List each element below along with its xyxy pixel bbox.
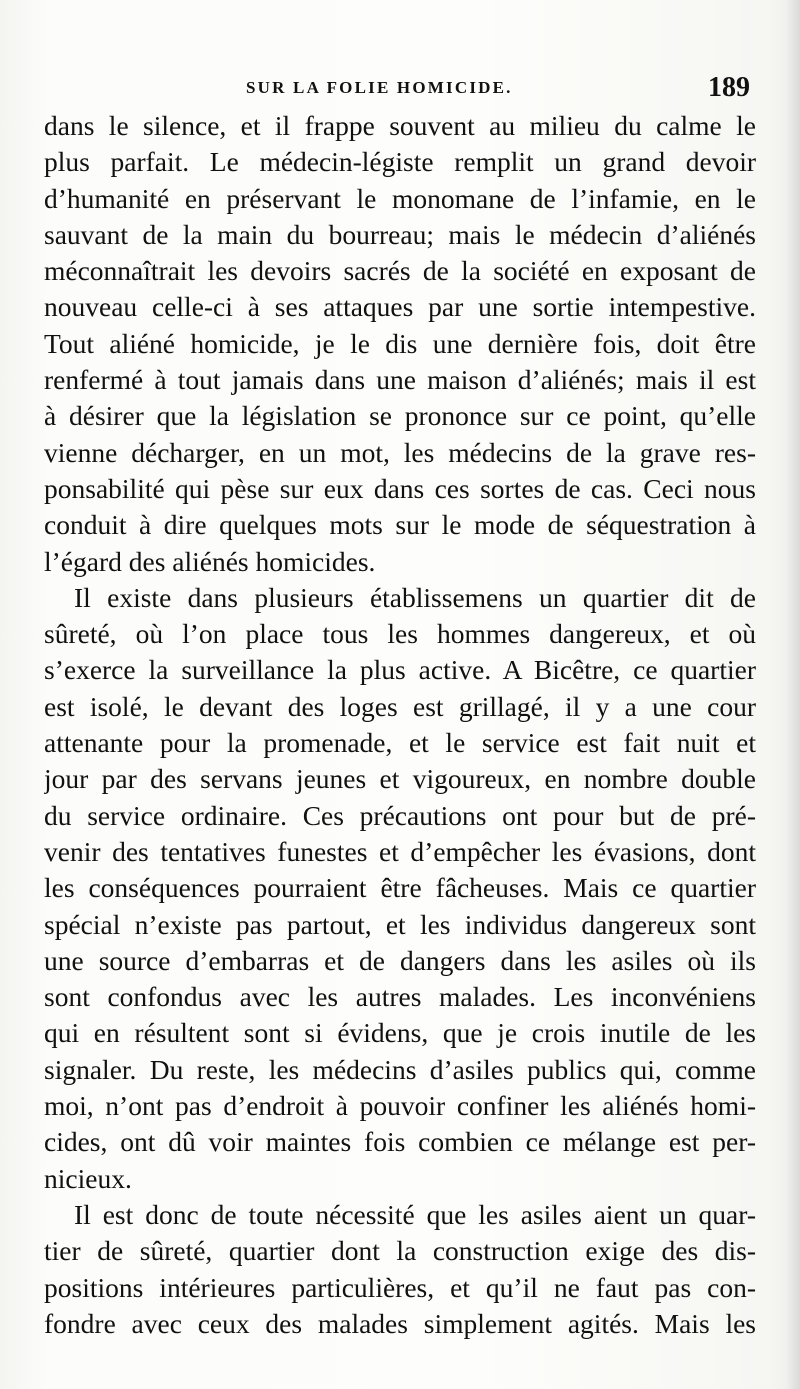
- text-line: fondre avec ceux des malades simplement agités. Mais les: [44, 1307, 756, 1339]
- running-head: [0, 72, 800, 108]
- text-line: signaler. Du reste, les médecins d’asiles publics qui, comme: [44, 1053, 756, 1085]
- text-line: positions intérieures particulières, et qu’il ne faut pas con-: [44, 1271, 756, 1303]
- text-line: venir des tentatives funestes et d’empêcher les évasions, dont: [44, 835, 756, 867]
- text-line: Il est donc de toute nécessité que les asiles aient un quar-: [74, 1198, 756, 1230]
- text-line: cides, ont dû voir maintes fois combien ce mélange est per-: [44, 1126, 756, 1158]
- text-line: dans le silence, et il frappe souvent au milieu du calme le: [44, 110, 756, 141]
- page-edge-shadow: [786, 0, 800, 1389]
- text-line: sauvant de la main du bourreau; mais le médecin d’aliénés: [44, 218, 756, 250]
- text-line: moi, n’ont pas d’endroit à pouvoir confiner les aliénés homi-: [44, 1090, 756, 1122]
- text-line: à désirer que la législation se prononce sur ce point, qu’elle: [44, 400, 756, 432]
- text-line: méconnaîtrait les devoirs sacrés de la société en exposant de: [44, 255, 756, 287]
- text-line: spécial n’existe pas partout, et les individus dangereux sont: [44, 908, 756, 940]
- text-line: d’humanité en préservant le monomane de l’infamie, en le: [44, 182, 756, 214]
- text-line: Tout aliéné homicide, je le dis une dernière fois, doit être: [44, 327, 756, 359]
- text-line: du service ordinaire. Ces précautions ont pour but de pré-: [44, 799, 756, 831]
- text-line: qui en résultent sont si évidens, que je crois inutile de les: [44, 1017, 756, 1049]
- text-line: plus parfait. Le médecin-légiste remplit un grand devoir: [44, 146, 756, 178]
- text-line: sont confondus avec les autres malades. Les inconvéniens: [44, 981, 756, 1013]
- text-line: l’égard des aliénés homicides.: [44, 545, 376, 577]
- text-line: Il existe dans plusieurs établissemens un quartier dit de: [74, 581, 756, 613]
- text-line: nicieux.: [44, 1162, 132, 1194]
- text-line: les conséquences pourraient être fâcheuses. Mais ce quartier: [44, 872, 756, 904]
- text-line: sûreté, où l’on place tous les hommes dangereux, et où: [44, 618, 756, 650]
- text-line: nouveau celle-ci à ses attaques par une sortie intempestive.: [44, 291, 756, 323]
- body-text: [44, 108, 756, 1342]
- text-line: est isolé, le devant des loges est grillagé, il y a une cour: [44, 690, 756, 722]
- text-line: une source d’embarras et de dangers dans les asiles où ils: [44, 944, 756, 976]
- text-line: ponsabilité qui pèse sur eux dans ces sortes de cas. Ceci nous: [44, 472, 756, 504]
- text-line: conduit à dire quelques mots sur le mode de séquestration à: [44, 509, 756, 541]
- text-line: tier de sûreté, quartier dont la construction exige des dis-: [44, 1235, 756, 1267]
- text-line: jour par des servans jeunes et vigoureux, en nombre double: [44, 763, 756, 795]
- text-line: attenante pour la promenade, et le service est fait nuit et: [44, 727, 756, 759]
- page-number: 189: [708, 72, 750, 103]
- running-title: SUR LA FOLIE HOMICIDE.: [246, 78, 513, 97]
- text-line: vienne décharger, en un mot, les médecins de la grave res-: [44, 436, 756, 468]
- text-line: s’exerce la surveillance la plus active. A Bicêtre, ce quartier: [44, 654, 756, 686]
- text-line: renfermé à tout jamais dans une maison d’aliénés; mais il est: [44, 364, 756, 396]
